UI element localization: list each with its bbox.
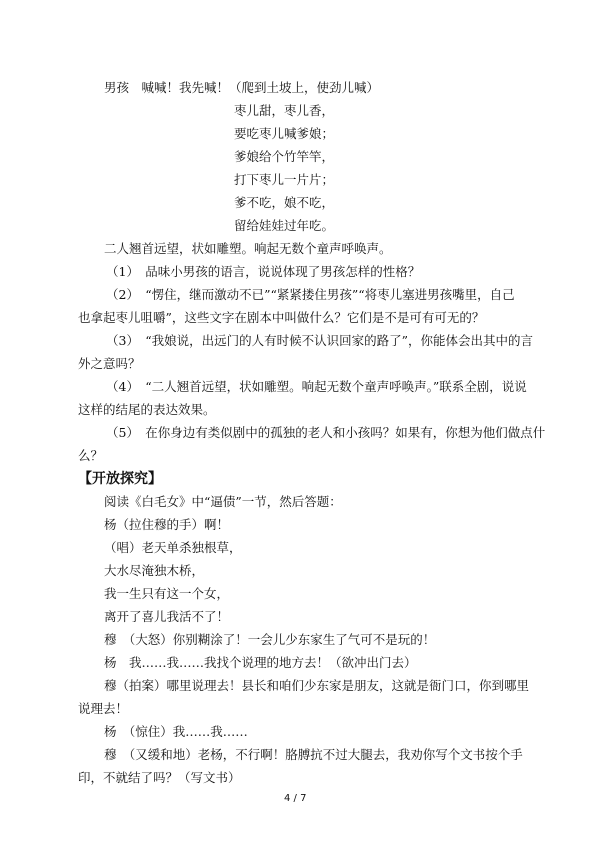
question-5-cont: 么？ — [78, 448, 104, 463]
poem-line: 爹不吃，娘不吃， — [234, 195, 335, 210]
reading-instruction: 阅读《白毛女》中“逼债”一节，然后答题： — [104, 494, 342, 509]
script-line: 大水尽淹独木桥， — [104, 563, 205, 578]
question-2-cont: 也拿起枣儿咀嚼”，这些文字在剧本中叫做什么？它们是不是可有可无的？ — [78, 310, 485, 325]
script-line: 杨 我……我……我找个说理的地方去！（欲冲出门去） — [104, 655, 417, 670]
script-line: 离开了喜儿我活不了！ — [104, 609, 230, 624]
question-3-cont: 外之意吗？ — [78, 356, 141, 371]
script-line: 穆（拍案）哪里说理去！县长和咱们少东家是朋友，这就是衙门口，你到哪里 — [104, 678, 530, 693]
script-line-cont: 印，不就结了吗？（写文书） — [78, 770, 241, 785]
question-1: （1） 品味小男孩的语言，说说体现了男孩怎样的性格？ — [106, 264, 421, 279]
poem-line: 要吃枣儿喊爹娘； — [234, 126, 335, 141]
script-line: 杨（拉住穆的手）啊！ — [104, 517, 230, 532]
question-4: （4） “二人翘首远望，状如雕塑。响起无数个童声呼唤声。”联系全剧，说说 — [106, 379, 527, 394]
question-2: （2） “愣住，继而激动不已”“紧紧搂住男孩”“将枣儿塞进男孩嘴里，自己 — [106, 287, 515, 302]
script-line: （唱）老天单杀独根草， — [104, 540, 242, 555]
poem-line: 枣儿甜，枣儿香， — [234, 103, 335, 118]
poem-line: 打下枣儿一片片； — [234, 172, 335, 187]
poem-line: 爹娘给个竹竿竿， — [234, 149, 335, 164]
script-line: 我一生只有这一个女， — [104, 586, 230, 601]
question-3: （3） “我娘说，出远门的人有时候不认识回家的路了”，你能体会出其中的言 — [106, 333, 533, 348]
script-line-cont: 说理去！ — [78, 701, 129, 716]
script-line-boy: 男孩 喊喊！我先喊！（爬到土坡上，使劲儿喊） — [104, 80, 380, 95]
section-heading: 【开放探究】 — [78, 471, 162, 487]
script-line: 穆 （大怒）你别糊涂了！一会儿少东家生了气可不是玩的！ — [104, 632, 436, 647]
stage-direction: 二人翘首远望，状如雕塑。响起无数个童声呼唤声。 — [104, 241, 392, 256]
question-5: （5） 在你身边有类似剧中的孤独的老人和小孩吗？如果有，你想为他们做点什 — [106, 425, 546, 440]
question-4-cont: 这样的结尾的表达效果。 — [78, 402, 216, 417]
script-line: 杨 （惊住）我……我…… — [104, 724, 248, 739]
poem-line: 留给娃娃过年吃。 — [234, 218, 335, 233]
page-number: 4 / 7 — [284, 793, 307, 804]
script-line: 穆 （又缓和地）老杨，不行啊！胳膊抗不过大腿去，我劝你写个文书按个手 — [104, 747, 523, 762]
